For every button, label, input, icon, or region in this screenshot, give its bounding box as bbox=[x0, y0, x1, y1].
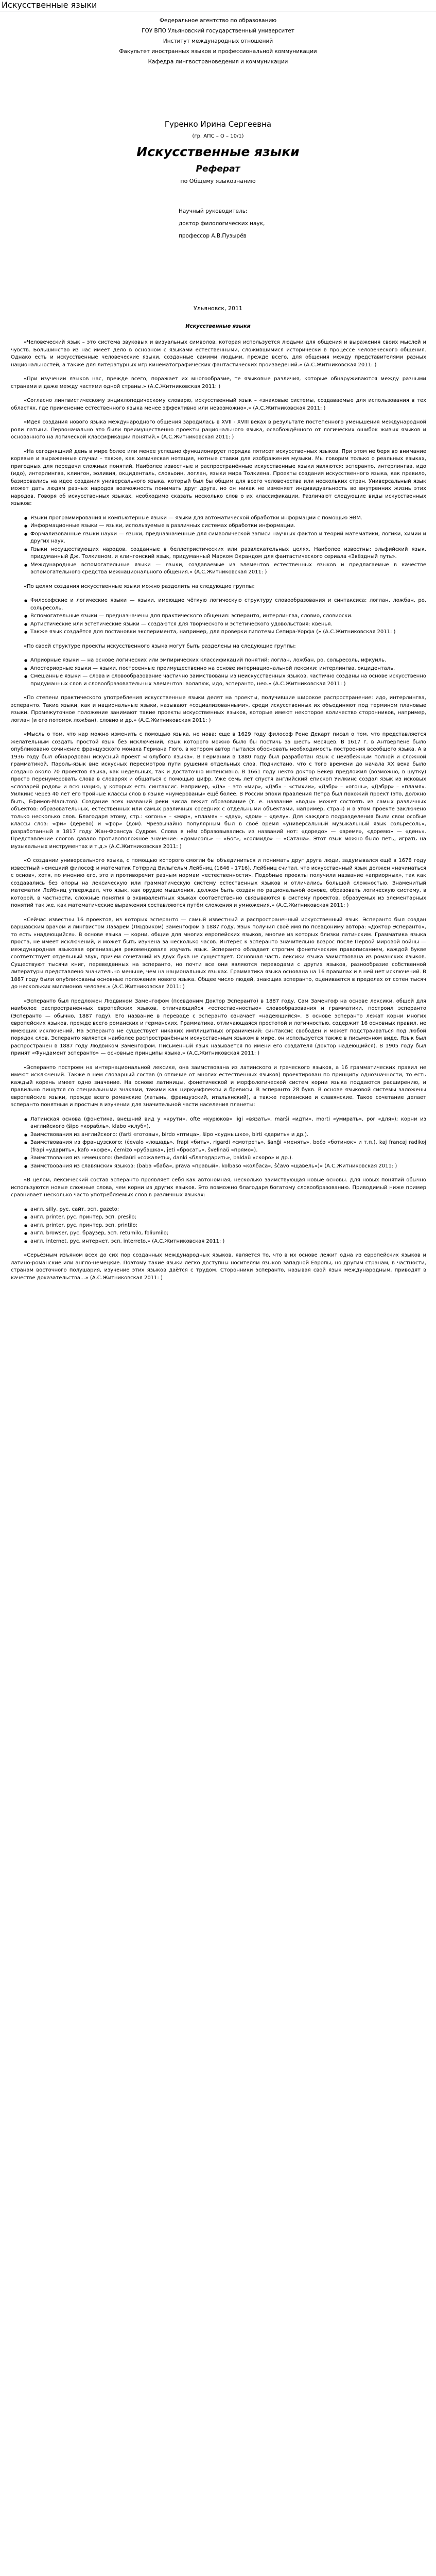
list-item: ● Заимствования из немецкого: (bedaŭri «сожалеть», danki «благодарить», baldaŭ «скоро» и др.). bbox=[24, 1155, 426, 1162]
paragraph: «Эсперанто был предложен Людвиком Заменгофом (псевдоним Доктор Эсперанто) в 1887 году. Сам Заменгоф на основе лексики, общей для наиболее распространенных европейских языков, отличающийся «естественностью» словообразования и грамматики, построил эсперанто (Эсперанто — обычно, 1887 году). Его название в переводе с эсперанто означает «надеющийся». В основе эсперанто лежат корни многих европейских языков, прежде всего романских и германских. Грамматика, отличающаяся простотой и логичностью, содержит 16 основных правил, не имеющих исключений. На эсперанто не существует никаких имплицитных ограничений: синтаксис свободен и может подстраиваться под любой порядок слов. Эсперанто является наиболее распространённым искусственным языком в мире, он используется также в письменном виде. Язык был распространен в 1887 году Людвиком Заменгофом. Письменный язык называется по имени его создателя (доктор надеющийся). В 1905 году был принят «Фундамент эсперанто» — основные принципы языка.» (А.С.Житниковская 2011: ) bbox=[11, 998, 426, 1056]
list-item: ● Заимствования из французского: (ĉevalo «лошадь», frapi «бить», rigardi «смотреть», ŝanĝi «менять», boĉo «ботинок» и т.п.), kaj francaj radikoj (frapi «ударить», kafo «кофе», ĉemizo «рубашка», ĵeti «бросать», ŝvelinaŭ «прямо»). bbox=[24, 1139, 426, 1154]
list-item: ● Заимствования из славянских языков: (baba «баба», prava «правый», kolbaso «колбаса», ŝĉavo «щавель»)» (А.С.Житниковская 2011: ) bbox=[24, 1163, 426, 1171]
list-item: ● Философские и логические языки — языки, имеющие чёткую логическую структуру словообразования и синтаксиса: логлан, ложбан, ро, сольресоль. bbox=[24, 597, 426, 612]
title-page-header bbox=[0, 15, 436, 67]
paragraph: «На сегодняшний день в мире более или менее успешно функционирует порядка пятисот искусственных языков. При этом не беря во внимание корявые и выраженные случаи – также, как химическая нотация, нотные ставки для изображения музыки. Мы говорим только о реальных языках, пригодных для передачи сложных понятий. Наиболее известные и распространённые искусственные языки являются: эсперанто, интерлингва, идо (идо), интерлингва, клингон, эоливия, окциденталь, словьоин, логлан, языки мира Толкиена. Проекты создания искусственного языка, как правило, базировались на идее создания универсального языка, который был бы общим для всего человечества или нескольких стран. Универсальный язык может дать людям разных народов возможность понимать друг друга, но он никак не изменяет индивидуальность во внутренних жизнь этих народов. Говоря об искусственных языках, необходимо сказать несколько слов о их классификации. Различают следующие виды искусственных языков: bbox=[11, 448, 426, 506]
list-item: ● Артистические или эстетические языки — создаются для творческого и эстетического удовольствия: квенья. bbox=[24, 621, 426, 629]
paragraph: «Человеческий язык – это система звуковых и визуальных символов, которая используется людьми для общения и выражения своих мыслей и чувств. Большинство из нас имеет дело в основном с языками естественными, сложившимися исторически в процессе человеческого общения. Однако есть и искусственные человеческие языки, созданные самими людьми, прежде всего, для общения между представителями разных национальностей, а также для литературных игр кинематографических фантастических произведений.» (А.С.Житниковская 2011: ) bbox=[11, 340, 426, 368]
paragraph: «Мысль о том, что нар можно изменить с помощью языка, не нова; еще в 1629 году философ Рене Декарт писал о том, что представляется желательным создать простой язык без исключений, язык которого можно было бы постичь за шесть месяцев. В 1617 г. в Антверпене было опубликовано сочинение французского монаха Германа Гюго, в котором автор пытался обосновать необходимость построения всеобщего языка. А в 1936 году был обнародован искусный проект «Голубого языка». В Германии в 1880 году был разработан язык с неизбежным полной и сложной грамматикой. Пароль-язык вне искусных пересмотров пути рушения отдельных слов. Подчистано, что с того времени до начала XX века было создано около 70 проектов языка, как недельных, так и достаточно интенсивно. В 1661 году некто доктор Бекер предложил (возможно, в шутку) просто перенумеровать слова в словарях и общаться с помощью цифр. Уже семь лет спустя английский епископ Уилкинс создал язык из исковых «словарей родов» и всю нацию, у которых есть синтаксис. Например, «Дэ» – это «мир», «Дэб» – «стихии», «Дэбр» – «огонь», «Дэбрр» – «пламя». Уилкинс через 40 лет его тройные классы слов в языке «нумерованы» ещё более. В России эпохи правления Петра был похожий проект (это, должно быть, Ефимов-Мальтов). Создание всех названий реки числа лежит образование (т. е. название «воды» может состоять из самых различных объектов: образовательных, естественных или самых различных соседних с отдельными объектами, например, стран) и в этом проекте заключено только несколько слов. Благодаря этому, стр.: «огонь» – «мар», «пламя» – «дау», «дом» – «делу». Для каждого подразделения были свои особые классы слов: «фи» (дерево) и «фор» (дом). Чрезвычайно популярным был в своё время «универсальный музыкальный язык сольресоль», разработанный в 1817 году Жан-Франсуа Судром. Слова в нём образовывались из названий нот: «доредо» — «время», «доремо» — «день». Представление слогов давало противоположное значение: «домисоль» — «Бог», «солмидо» — «Сатана». Этот язык можно было петь, играть на музыкальных инструментах и т.д.» (А.С.Житниковская 2011: ) bbox=[11, 732, 426, 850]
list-item: ● Языки несуществующих народов, созданные в беллетристических или развлекательных целях. Наиболее известны: эльфийский язык, придуманный Дж. Толкиеном, и клингонский язык, придуманный Марком Окрандом для фантастического сериала «Звёздный путь». bbox=[24, 546, 426, 561]
list-item: ● Заимствования из английского: (farti «готовы», birdo «птица», ŝipo «суднышко», birti «дарить» и др.). bbox=[24, 1131, 426, 1139]
paragraph: «При изучении языков нас, прежде всего, поражает их многообразие, те языковые различия, которые обнаруживаются между разными странами и даже между частями одной страны.» (А.С.Житниковская 2011: ) bbox=[11, 376, 426, 389]
list-item: ● Смешанные языки — слова и словообразование частично заимствованы из неискусственных языков, частично созданы на основе искусственно придуманных слов и словообразовательных элементов: волапюк, идо, эсперанто, нео.» (А.С.Житниковская 2011: ) bbox=[24, 673, 426, 688]
header-university: ГОУ ВПО Ульяновский государственный университет bbox=[142, 28, 294, 34]
city-year: Ульяновск, 2011 bbox=[194, 305, 242, 312]
supervisor-block bbox=[179, 205, 426, 242]
list-item: ● Международные вспомогательные языки — языки, создаваемые из элементов естественных языков и предлагаемые в качестве вспомогательного средства межнационального общения.» (А.С.Житниковская 2011: ) bbox=[24, 562, 426, 577]
list-item: ● Также язык создаётся для постановки эксперимента, например, для проверки гипотезы Сепира-Уорфа (» (А.С.Житниковская 2011: ) bbox=[24, 629, 426, 636]
list-item: ● Апостериорные языки — языки, построенные преимущественно на основе интернациональной лексики: интерлингва, окциденталь. bbox=[24, 665, 426, 673]
supervisor-name: профессор А.В.Пузырёв bbox=[179, 233, 247, 239]
list-word-comparison bbox=[11, 1206, 426, 1246]
list-item: ● Априорные языки — на основе логических или эмпирических классификаций понятий: логлан, ложбан, ро, сольресоль, ифкуиль. bbox=[24, 657, 426, 665]
supervisor-label: Научный руководитель: bbox=[179, 208, 248, 214]
document-subject: по Общему языкознанию bbox=[180, 178, 256, 184]
section-heading: Искусственные языки bbox=[185, 324, 251, 329]
supervisor-degree: доктор филологических наук, bbox=[179, 221, 265, 227]
author-name: Гуренко Ирина Сергеевна bbox=[164, 120, 272, 129]
list-item: ● Вспомогательные языки — предназначены для практического общения: эсперанто, интерлингва, словио, словиоски. bbox=[24, 613, 426, 620]
list-item: ● англ. silly, рус. сайт, эсп. gazeto; bbox=[24, 1206, 426, 1214]
paragraph: «О создании универсального языка, с помощью которого смогли бы объединиться и понимать друг друга люди, задумывался ещё в 1678 году известный немецкий философ и математик Готфрид Вильгельм Лейбниц (1646 - 1716). Лейбниц считал, что искусственный язык должен «начинаться с основ», хотя, по мнению его, это и противоречит разным нормам «естественности». Подобные проекты получили название «априорных», так как создавались без опоры на лексическую или грамматическую систему естественных языков и отличались большой сложностью. Знаменитый математик Лейбниц утверждал, что язык, как орудие мышления, должен быть создан по рациональной основе, образовать логическую систему, в которой, в частности, сложные понятия в эквивалентных языках соответственно связываются в систему проектов, образуемых из элементарных понятий так же, как математические выражения составляются путём сложения и умножения.» (А.С.Житниковская 2011: ) bbox=[11, 858, 426, 908]
paragraph: «По своей структуре проекты искусственного языка могут быть разделены на следующие группы: bbox=[24, 643, 296, 649]
list-language-structure bbox=[11, 657, 426, 688]
page-title: Искусственные языки bbox=[0, 0, 436, 11]
list-language-types bbox=[11, 515, 426, 577]
header-department: Кафедра лингвострановедения и коммуникации bbox=[148, 59, 288, 65]
list-item: ● Информационные языки — языки, используемые в различных системах обработки информации. bbox=[24, 522, 426, 530]
paragraph: «Серьёзным изъяном всех до сих пор созданных международных языков, является то, что в их основе лежит одна из европейских языков и латино-романские или англо-немецкие. Поэтому такие языки легко доступны носителям языков западной Европы, но другим странам, в частности, странам восточного полушария, изучение этих языков даётся с трудом. Сторонники эсперанто, называя свой язык международным, приводят в качестве доказательства...» (А.С.Житниковская 2011: ) bbox=[11, 1252, 426, 1281]
list-item: ● англ. printer, рус. принтер, эсп. printilo; bbox=[24, 1222, 426, 1230]
list-item: ● англ. internet, рус. интернет, эсп. interreto.» (А.С.Житниковская 2011: ) bbox=[24, 1238, 426, 1246]
paragraph: «В целом, лексический состав эсперанто проявляет себя как автономная, несколько заимствующая новые основы. Для новых понятий обычно используются новые сложные слова, чем корни из других языков. Это возможно благодаря богатому словообразованию. Приводимый ниже пример сравнивает несколько часто употребляемых слов в различных языках: bbox=[11, 1177, 426, 1198]
paragraph: «По степени практического употребления искусственные языки делят на проекты, получившие широкое распространение: идо, интерлингва, эсперанто. Такие языки, как и национальные языки, называют «социализованными», среди искусственных их объединяют под термином плановые языки. Промежуточное положение занимают такие проекты искусственных языков, которые имеют некоторое количество сторонников, например, логлан (и его потомок ложбан), словио и др.» (А.С.Житниковская 2011: ) bbox=[11, 695, 426, 723]
list-item: ● Формализованные языки науки — языки, предназначенные для символической записи научных фактов и теорий математики, логики, химии и других наук. bbox=[24, 531, 426, 546]
header-faculty: Факультет иностранных языков и профессиональной коммуникации bbox=[119, 48, 317, 55]
paragraph: «По целям создания искусственные языки можно разделить на следующие группы: bbox=[24, 583, 255, 589]
paragraph: «Эсперанто построен на интернациональной лексике, она заимствована из латинского и греческого языков, а 16 грамматических правил не имеют исключений. Также в нем словарный состав (в отличие от многих естественных языков) проектирован по принципу однозначности, то есть каждый корень имеет одно значение. На основе латиницы, фонетической и морфологической систем корни языка поддаются расширению, и правильно пишутся со специальными знаками, такими как циркумфлексы и бревисы. В эсперанто 28 букв. В основе языковой системы заложены европейские языки, прежде всего романские (латынь, французский, итальянский), а также германские и славянские. Такое сочетание делает эсперанто понятным и простым в изучении для значительной части населения планеты: bbox=[11, 1064, 426, 1108]
list-item: ● англ. browser, рус. браузер, эсп. retumilo, foliumilo; bbox=[24, 1230, 426, 1238]
paragraph: «Согласно лингвистическому энциклопедическому словарю, искусственный язык – «знаковые системы, создаваемые для использования в тех областях, где применение естественного языка менее эффективно или невозможно».» (А.С.Житниковская 2011: ) bbox=[11, 398, 426, 411]
essay-body bbox=[11, 339, 426, 1289]
list-esperanto-borrowings bbox=[11, 1116, 426, 1171]
list-item: ● Латинская основа (фонетика, внешний вид у «крути», ofte «курюков» ligi «вязать», marŝi «идти», morti «умирать», por «для»); корни из английского (ŝipo «корабль», klabo «клуб»). bbox=[24, 1116, 426, 1131]
list-item: ● Языки программирования и компьютерные языки — языки для автоматической обработки информации с помощью ЭВМ. bbox=[24, 515, 426, 522]
document-title: Искусственные языки bbox=[136, 144, 300, 159]
list-item: ● англ. printer, рус. принтер, эсп. presilo; bbox=[24, 1214, 426, 1222]
paragraph: «Идея создания нового языка международного общения зародилась в XVII - XVIII веках в результате постепенного уменьшения международной роли латыни. Первоначально это были преимущественно проекты рационального языка, освобождённого от логических ошибок живых языков и основанного на логической классификации понятий.» (А.С.Житниковская 2011: ) bbox=[11, 419, 426, 440]
document-type: Реферат bbox=[196, 164, 240, 174]
paragraph: «Сейчас известны 16 проектов, из которых эсперанто — самый известный и распространенный искусственный язык. Эсперанто был создан варшавским врачом и лингвистом Лазарем (Людвиком) Заменгофом в 1887 году. Язык получил своё имя по псевдониму автора: «Доктор Эсперанто», то есть «надеющийся». В основе языка — корни, общие для многих европейских языков, многие из которых близки латинским. Грамматика языка проста, не имеет исключений, и может быть изучена за несколько часов. Интерес к эсперанто значительно возрос после Первой мировой войны — международная языковая организация рекомендовала изучать язык. Эсперанто обладает строгим фонетическим правописанием, каждой букве соответствует отдельный звук, причем сочетаний из двух букв не существует. Основная часть лексики языка заимствована из романских языков. Существуют тысячи книг, переведенных на эсперанто, но почти все они являются переводами с других языков, разнообразие собственной литературы представлено значительно меньше, чем на национальных языках. Грамматика языка основана на 16 правилах и в ней нет исключений. В 1887 году были опубликованы основные положения нового языка. Общее число людей, знающих эсперанто, оценивается в пределах от сотен тысяч до нескольких миллионов человек.» (А.С.Житниковская 2011: ) bbox=[11, 917, 426, 990]
header-institute: Институт международных отношений bbox=[163, 38, 273, 44]
author-group: (гр. АПС – О – 10/1) bbox=[192, 133, 244, 139]
header-agency: Федеральное агентство по образованию bbox=[159, 18, 277, 24]
list-language-purposes bbox=[11, 597, 426, 636]
